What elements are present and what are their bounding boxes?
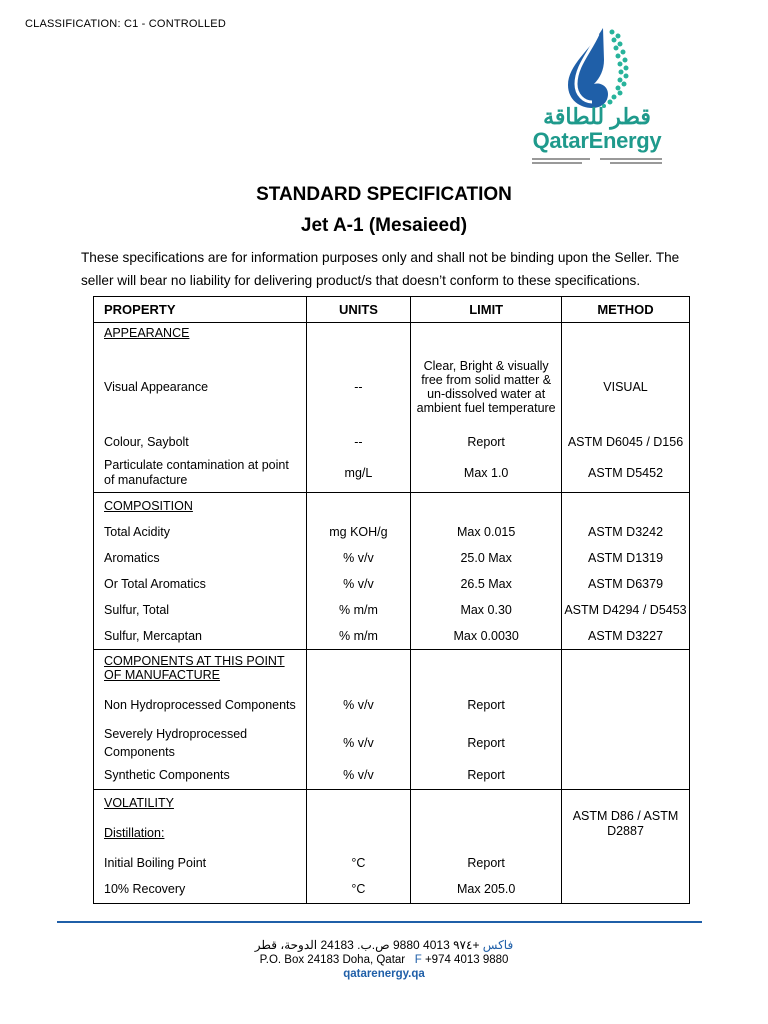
section-row bbox=[94, 323, 690, 345]
cell-property: Non Hydroprocessed Components bbox=[94, 686, 307, 724]
cell-units: % v/v bbox=[306, 762, 411, 790]
cell-limit: Max 0.0030 bbox=[411, 624, 562, 650]
cell-property: Particulate contamination at point of manufacture bbox=[94, 455, 307, 493]
document-subtitle: Jet A-1 (Mesaieed) bbox=[300, 215, 468, 236]
cell-units: % v/v bbox=[306, 724, 411, 762]
cell-limit: Report bbox=[411, 850, 562, 876]
cell-method: ASTM D86 / ASTM D2887 bbox=[562, 790, 690, 850]
cell-units: % v/v bbox=[306, 686, 411, 724]
cell-limit: Report bbox=[411, 724, 562, 762]
table-row bbox=[94, 455, 690, 493]
cell-units: °C bbox=[306, 850, 411, 876]
cell-units: mg/L bbox=[306, 455, 411, 493]
footer-fax-number: +974 4013 9880 bbox=[424, 954, 509, 966]
cell-property: Initial Boiling Point bbox=[94, 850, 307, 876]
cell-limit: 25.0 Max bbox=[411, 545, 562, 571]
cell-property: Synthetic Components bbox=[94, 762, 307, 790]
table-row bbox=[94, 624, 690, 650]
section-row bbox=[94, 650, 690, 686]
cell-property: Distillation: bbox=[104, 825, 165, 840]
header-limit: LIMIT bbox=[411, 297, 562, 323]
logo-tagline-icon bbox=[530, 157, 664, 165]
section-title-appearance: APPEARANCE bbox=[104, 326, 190, 340]
section-row bbox=[94, 790, 690, 816]
cell-property: Sulfur, Mercaptan bbox=[94, 624, 307, 650]
table-header-row bbox=[94, 297, 690, 323]
cell-method: ASTM D5452 bbox=[562, 455, 690, 493]
footer-arabic-fax-label: فاكس bbox=[482, 938, 514, 952]
cell-limit: Max 205.0 bbox=[411, 876, 562, 904]
cell-limit: Max 1.0 bbox=[411, 455, 562, 493]
cell-method bbox=[562, 850, 690, 876]
cell-property: Total Acidity bbox=[94, 519, 307, 545]
section-title-volatility: VOLATILITY bbox=[104, 795, 174, 810]
table-row bbox=[94, 597, 690, 624]
header-property: PROPERTY bbox=[94, 297, 307, 323]
cell-property: Aromatics bbox=[94, 545, 307, 571]
cell-units: mg KOH/g bbox=[306, 519, 411, 545]
cell-method: ASTM D6379 bbox=[562, 571, 690, 597]
cell-limit: Report bbox=[411, 686, 562, 724]
table-row bbox=[94, 429, 690, 455]
table-row bbox=[94, 545, 690, 571]
section-row bbox=[94, 493, 690, 519]
cell-units: % v/v bbox=[306, 571, 411, 597]
cell-method: ASTM D6045 / D156 bbox=[562, 429, 690, 455]
cell-method bbox=[562, 762, 690, 790]
table-row bbox=[94, 686, 690, 724]
cell-method bbox=[562, 876, 690, 904]
cell-limit: Clear, Bright & visually free from solid matter & un-dissolved water at ambient fuel temperature bbox=[411, 345, 562, 429]
cell-property: Or Total Aromatics bbox=[94, 571, 307, 597]
section-title-composition: COMPOSITION bbox=[104, 498, 193, 513]
cell-units: % m/m bbox=[306, 624, 411, 650]
footer-divider bbox=[57, 921, 702, 923]
footer-address-line bbox=[0, 954, 768, 966]
cell-property: Colour, Saybolt bbox=[94, 429, 307, 455]
header-units: UNITS bbox=[306, 297, 411, 323]
table-row bbox=[94, 724, 690, 762]
cell-method bbox=[562, 686, 690, 724]
cell-limit: Report bbox=[411, 429, 562, 455]
cell-units: -- bbox=[306, 345, 411, 429]
logo-english-text: QatarEnergy bbox=[532, 128, 662, 153]
table-row bbox=[94, 519, 690, 545]
classification-label: CLASSIFICATION: C1 - CONTROLLED bbox=[25, 18, 226, 30]
disclaimer-text: These specifications are for information purposes only and shall not be binding upon the Seller. The seller will bear no liability for delivering product/s that doesn’t conform to these specifications. bbox=[81, 250, 680, 288]
footer-address: P.O. Box 24183 Doha, Qatar bbox=[259, 954, 406, 966]
cell-limit: 26.5 Max bbox=[411, 571, 562, 597]
specification-table bbox=[93, 296, 690, 904]
table-row bbox=[94, 876, 690, 904]
table-row bbox=[94, 762, 690, 790]
table-row bbox=[94, 850, 690, 876]
footer-arabic-address: ص.ب. 24183 الدوحة، قطر bbox=[254, 938, 390, 952]
cell-method: ASTM D3242 bbox=[562, 519, 690, 545]
footer-fax-label: F bbox=[414, 954, 422, 966]
footer-arabic-line bbox=[0, 938, 768, 952]
cell-units: °C bbox=[306, 876, 411, 904]
cell-limit: Max 0.015 bbox=[411, 519, 562, 545]
cell-limit: Report bbox=[411, 762, 562, 790]
cell-property: Severely Hydroprocessed Components bbox=[94, 724, 307, 762]
document-title: STANDARD SPECIFICATION bbox=[256, 184, 512, 205]
cell-method: ASTM D4294 / D5453 bbox=[562, 597, 690, 624]
cell-property: Visual Appearance bbox=[94, 345, 307, 429]
table-row bbox=[94, 571, 690, 597]
section-title-components: COMPONENTS AT THIS POINT OF MANUFACTURE bbox=[104, 653, 285, 682]
footer-arabic-fax-number: +٩٧٤ 4013 9880 bbox=[393, 938, 480, 952]
cell-property: Sulfur, Total bbox=[94, 597, 307, 624]
cell-limit: Max 0.30 bbox=[411, 597, 562, 624]
cell-method bbox=[562, 724, 690, 762]
cell-method: VISUAL bbox=[562, 345, 690, 429]
cell-units: % m/m bbox=[306, 597, 411, 624]
logo-arabic-text: قطر للطاقة bbox=[543, 104, 651, 129]
cell-method: ASTM D1319 bbox=[562, 545, 690, 571]
table-row bbox=[94, 345, 690, 429]
header-method: METHOD bbox=[562, 297, 690, 323]
cell-method: ASTM D3227 bbox=[562, 624, 690, 650]
cell-property: 10% Recovery bbox=[94, 876, 307, 904]
cell-units: % v/v bbox=[306, 545, 411, 571]
footer-website-link[interactable]: qatarenergy.qa bbox=[343, 968, 425, 980]
cell-units: -- bbox=[306, 429, 411, 455]
